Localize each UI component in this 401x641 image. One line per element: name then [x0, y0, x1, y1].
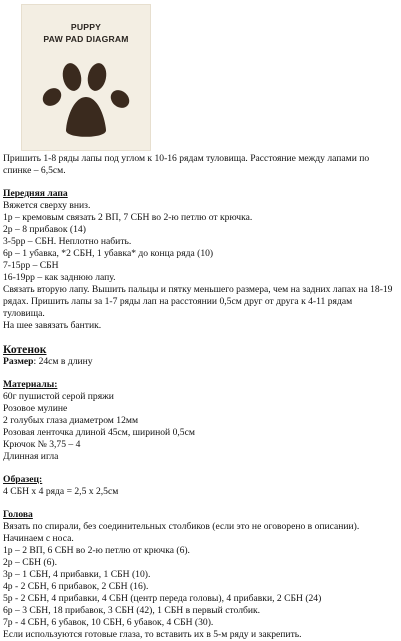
- head-line: Начинаем с носа.: [3, 533, 74, 544]
- head-heading: Голова: [3, 509, 33, 520]
- front-paw-line: 2р – 8 прибавок (14): [3, 224, 86, 235]
- materials-line: 2 голубых глаза диаметром 12мм: [3, 415, 139, 426]
- head-line: 7р - 4 СБН, 6 убавок, 10 СБН, 6 убавок, 4 СБН (30).: [3, 617, 214, 628]
- paw-heel-pad: [66, 97, 106, 137]
- paw-toe-right: [107, 86, 133, 111]
- paw-toe-left: [39, 84, 65, 109]
- front-paw-line: Связать вторую лапу. Вышить пальцы и пятку меньшего размера, чем на задних лапах на 18-19 рядах. Пришить лапы за 1-7 ряды лап на расстоянии 0,5см друг от друга к 4-11 рядам туловища.: [3, 284, 393, 319]
- size-label: Размер: [3, 356, 34, 367]
- materials-line: Крючок № 3,75 – 4: [3, 439, 81, 450]
- head-line: 3р – 1 СБН, 4 прибавки, 1 СБН (10).: [3, 569, 151, 580]
- gauge-heading: Образец:: [3, 474, 43, 485]
- document-body: [3, 153, 395, 641]
- paw-pads-illustration: [22, 5, 150, 150]
- materials-line: Розовая ленточка длиной 45см, шириной 0,5см: [3, 427, 195, 438]
- head-line: 5р - 2 СБН, 4 прибавки, 4 СБН (центр переда головы), 4 прибавки, 2 СБН (24): [3, 593, 322, 604]
- head-line: Вязать по спирали, без соединительных столбиков (если это не оговорено в описании).: [3, 521, 360, 532]
- front-paw-line: 7-15рр – СБН: [3, 260, 59, 271]
- head-line: 6р – 3 СБН, 18 прибавок, 3 СБН (42), 1 СБН в первый столбик.: [3, 605, 261, 616]
- diagram-title-line1: PUPPY: [70, 22, 102, 32]
- front-paw-line: 1р – кремовым связать 2 ВП, 7 СБН во 2-ю петлю от крючка.: [3, 212, 253, 223]
- front-paw-line: Вяжется сверху вниз.: [3, 200, 91, 211]
- materials-heading: Материалы:: [3, 379, 58, 390]
- gauge-line: 4 СБН х 4 ряда = 2,5 х 2,5см: [3, 486, 119, 497]
- head-line: 1р – 2 ВП, 6 СБН во 2-ю петлю от крючка (6).: [3, 545, 190, 556]
- front-paw-heading: Передняя лапа: [3, 188, 68, 199]
- materials-line: Розовое мулине: [3, 403, 68, 414]
- kitten-title: Котенок: [3, 343, 47, 356]
- intro-paragraph: Пришить 1-8 ряды лапы под углом к 10-16 рядам туловища. Расстояние между лапами по спинке – 6,5см.: [3, 153, 370, 176]
- head-line: 4р - 2 СБН, 6 прибавок, 2 СБН (16).: [3, 581, 149, 592]
- paw-toe-center-right: [85, 61, 108, 92]
- size-value: : 24см в длину: [33, 356, 93, 367]
- kitten-size: [3, 356, 395, 368]
- front-paw-line: 3-5рр – СБН. Неплотно набить.: [3, 236, 132, 247]
- head-line: 2р – СБН (6).: [3, 557, 58, 568]
- head-line: Если используются готовые глаза, то вставить их в 5-м ряду и закрепить.: [3, 629, 302, 640]
- paw-pad-diagram: [21, 4, 151, 151]
- materials-line: Длинная игла: [3, 451, 59, 462]
- diagram-title-line2: PAW PAD DIAGRAM: [43, 34, 129, 44]
- front-paw-line: 6р – 1 убавка, *2 СБН, 1 убавка* до конца ряда (10): [3, 248, 214, 259]
- materials-line: 60г пушистой серой пряжи: [3, 391, 114, 402]
- front-paw-line: На шее завязать бантик.: [3, 320, 102, 331]
- paw-toe-center-left: [60, 61, 83, 92]
- front-paw-line: 16-19рр – как заднюю лапу.: [3, 272, 116, 283]
